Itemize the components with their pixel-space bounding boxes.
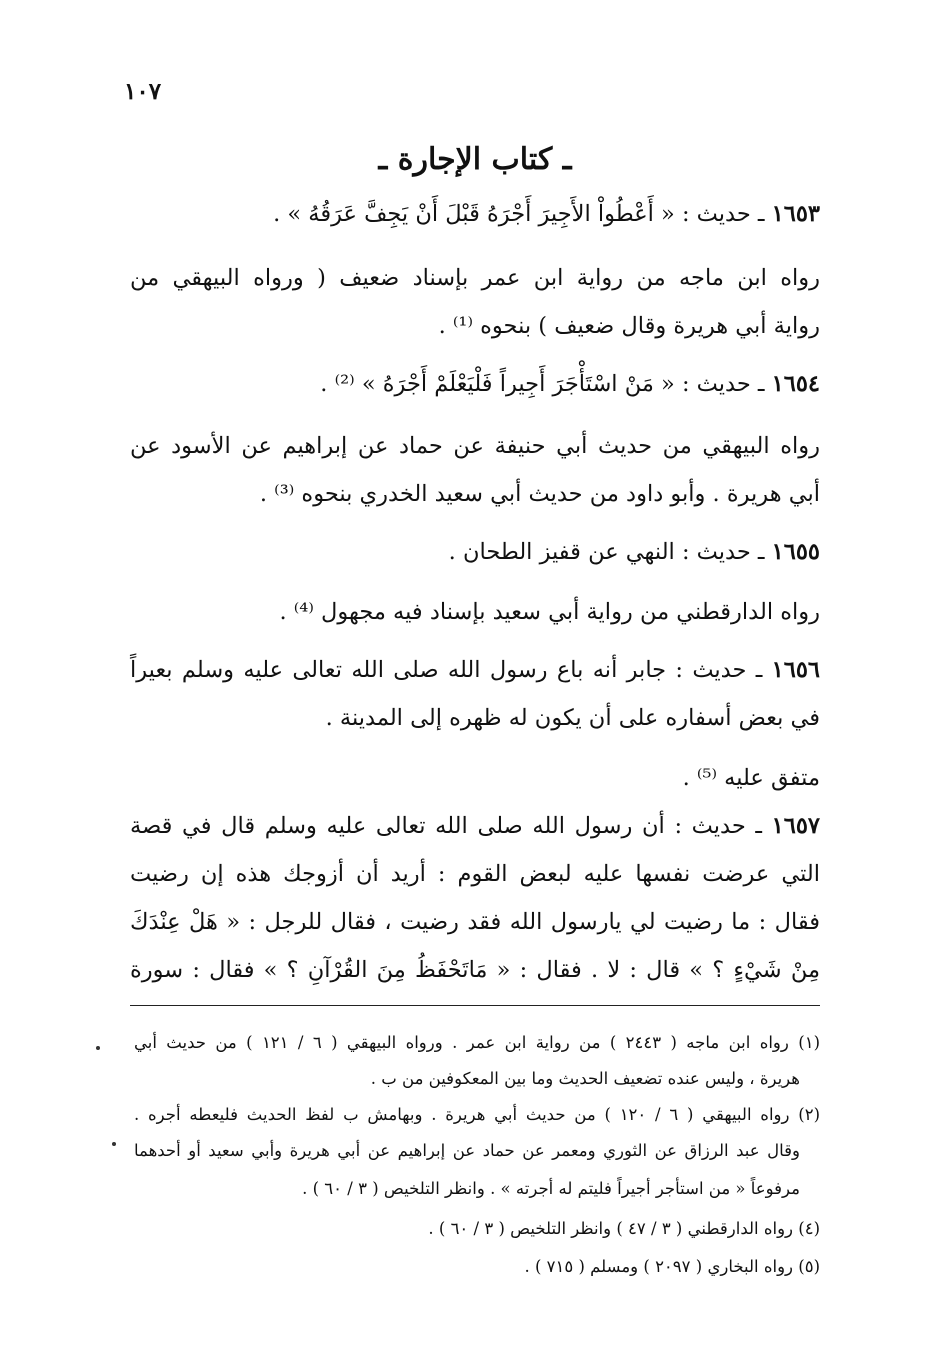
hadith-1655 <box>449 538 820 567</box>
commentary-1654-line-1: رواه البيهقي من حديث أبي حنيفة عن حماد عن إبراهيم عن الأسود عن <box>130 433 820 459</box>
footnote-2-line-3: مرفوعاً « من استأجر أجيراً فليتم له أجرته » . وانظر التلخيص ( ٣ / ٦٠ ) . <box>302 1179 800 1198</box>
hadith-1657-line-2: التي عرضت نفسها عليه لبعض القوم : أريد أن أزوجك هذه إن رضيت <box>130 861 820 887</box>
scan-speck <box>96 1046 100 1050</box>
footnote-2-line-1: (٢) رواه البيهقي ( ٦ / ١٢٠ ) من حديث أبي هريرة . وبهامش ب لفظ الحديث فليعطه أجره . <box>134 1105 820 1124</box>
hadith-1653 <box>273 200 820 229</box>
chapter-title: ـ كتاب الإجارة ـ <box>378 142 572 177</box>
hadith-number: ١٦٥٤ <box>771 371 820 397</box>
footnote-4: (٤) رواه الدارقطني ( ٣ / ٤٧ ) وانظر التلخيص ( ٣ / ٦٠ ) . <box>428 1219 820 1238</box>
hadith-text: ـ حديث : أن رسول الله صلى الله تعالى عليه وسلم قال في قصة <box>130 813 772 839</box>
page-number: ١٠٧ <box>124 78 162 105</box>
hadith-number: ١٦٥٧ <box>771 813 820 839</box>
hadith-1657-line-3: فقال : ما رضيت لي يارسول الله فقد رضيت ، فقال للرجل : « هَلْ عِنْدَكَ <box>130 909 820 935</box>
hadith-number: ١٦٥٥ <box>771 539 820 565</box>
hadith-1657-line-4: مِنْ شَيْءٍ ؟ » قال : لا . فقال : « مَاتَحْفَظُ مِنَ القُرْآنِ ؟ » فقال : سورة <box>130 957 820 983</box>
hadith-1654 <box>320 370 820 399</box>
hadith-text: ـ حديث : جابر أنه باع رسول الله صلى الله تعالى عليه وسلم بعيراً <box>130 657 772 683</box>
commentary-1656-line-1: متفق عليه ⁽⁵⁾ . <box>682 765 820 791</box>
scan-speck <box>112 1142 116 1146</box>
footnote-1-line-2: هريرة ، وليس عنده تضعيف الحديث وما بين المعكوفين من ب . <box>370 1069 800 1088</box>
commentary-1655-line-1: رواه الدارقطني من رواية أبي سعيد بإسناد فيه مجهول ⁽⁴⁾ . <box>279 599 820 625</box>
commentary-1653-line-2: رواية أبي هريرة وقال ضعيف ) بنحوه ⁽¹⁾ . <box>438 313 820 339</box>
hadith-1656-line-2: في بعض أسفاره على أن يكون له ظهره إلى المدينة . <box>325 705 820 731</box>
hadith-number: ١٦٥٦ <box>771 657 820 683</box>
hadith-text: ـ حديث : النهي عن قفيز الطحان . <box>448 539 772 565</box>
hadith-1656-line-1 <box>130 656 820 685</box>
commentary-1653-line-1: رواه ابن ماجه من رواية ابن عمر بإسناد ضعيف ( ورواه البيهقي من <box>130 265 820 291</box>
hadith-1657-line-1 <box>130 812 820 841</box>
footnote-5: (٥) رواه البخاري ( ٢٠٩٧ ) ومسلم ( ٧١٥ ) . <box>524 1257 820 1276</box>
footnote-2-line-2: وقال عبد الرزاق عن الثوري ومعمر عن حماد عن إبراهيم عن أبي هريرة وأبي سعيد أو أحدهما <box>134 1141 800 1160</box>
hadith-text: ـ حديث : « مَنْ اسْتَأْجَرَ أَجِيراً فَلْيَعْلَمْ أَجْرَهُ » ⁽²⁾ . <box>320 371 772 397</box>
footnote-1-line-1: (١) رواه ابن ماجه ( ٢٤٤٣ ) من رواية ابن عمر . ورواه البيهقي ( ٦ / ١٢١ ) من حديث أبي <box>134 1033 820 1052</box>
hadith-number: ١٦٥٣ <box>771 201 820 227</box>
footnote-divider <box>130 1005 820 1006</box>
hadith-text: ـ حديث : « أَعْطُواْ الأَجِيرَ أَجْرَهُ قَبْلَ أَنْ يَجِفَّ عَرَقُهُ » . <box>273 201 772 227</box>
commentary-1654-line-2: أبي هريرة . وأبو داود من حديث أبي سعيد الخدري بنحوه ⁽³⁾ . <box>259 481 820 507</box>
